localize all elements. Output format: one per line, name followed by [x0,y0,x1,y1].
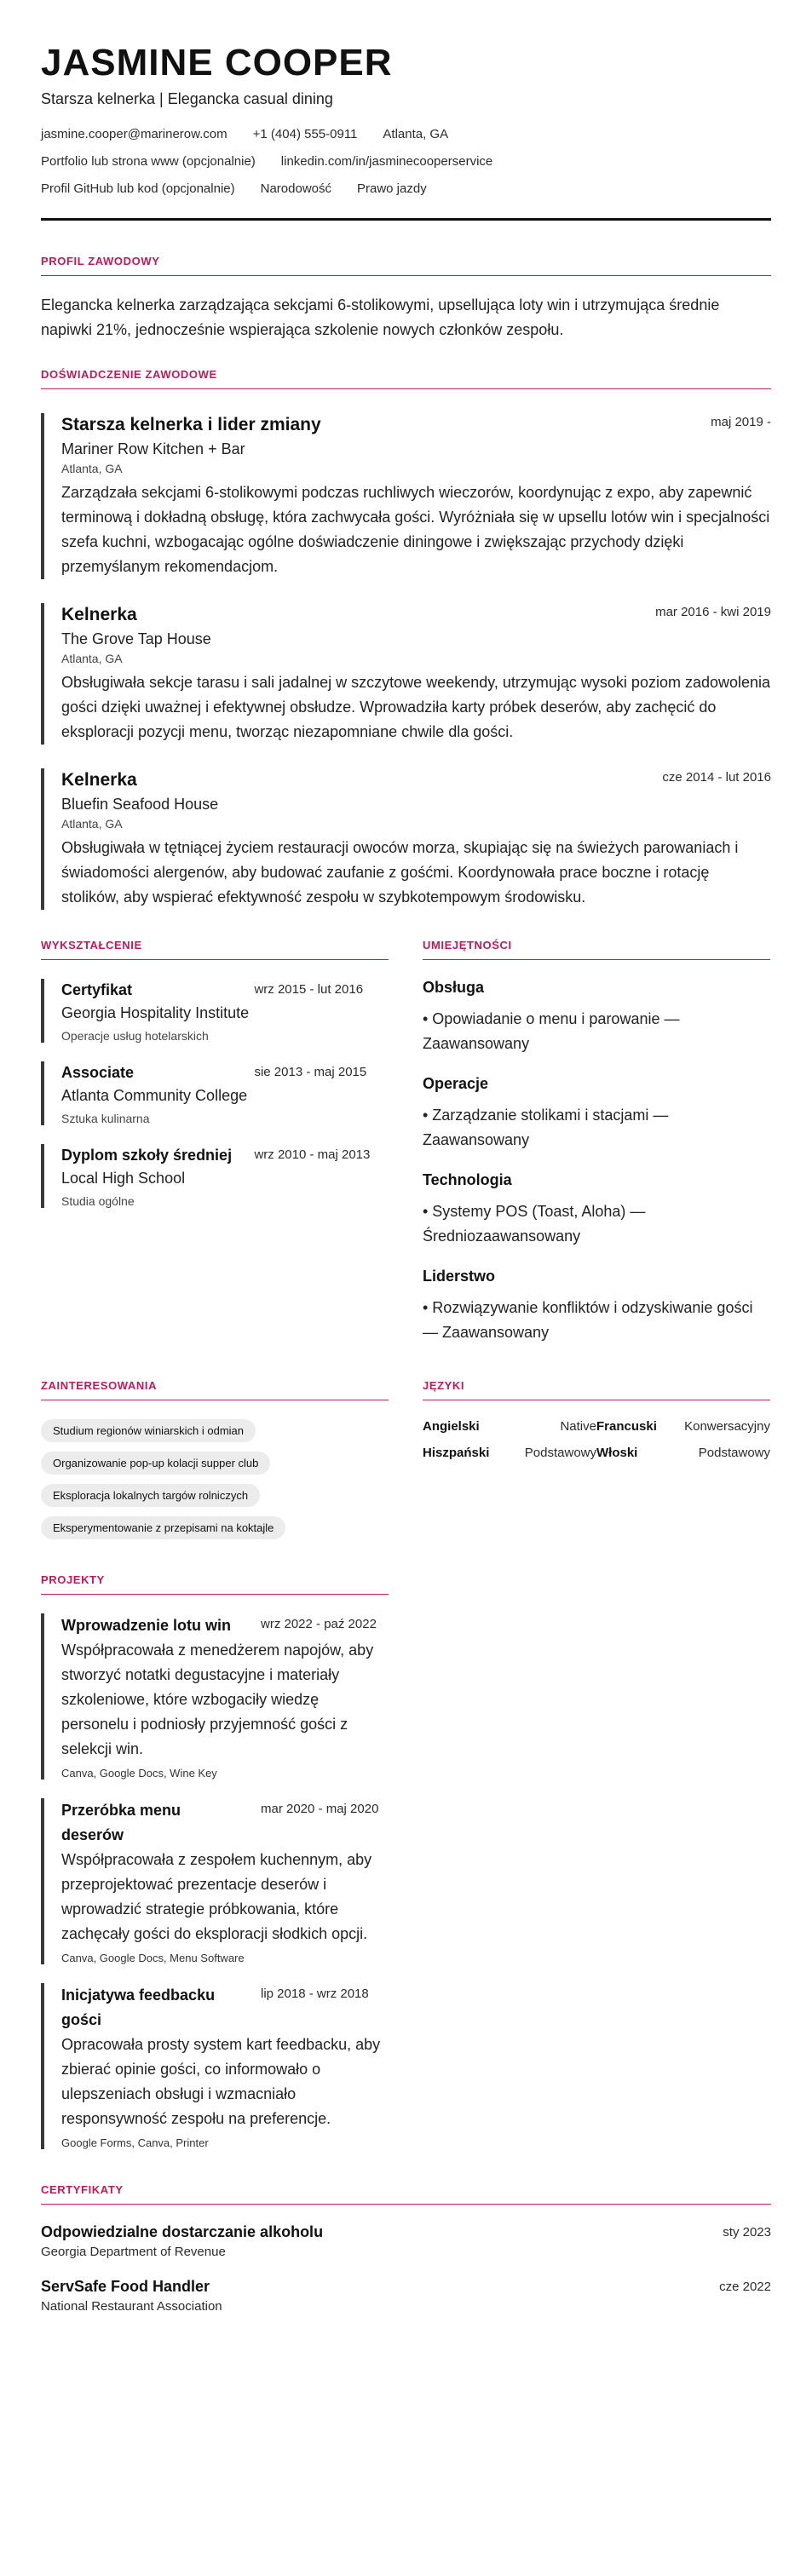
project-description: Opracowała prosty system kart feedbacku, aby zbierać opinie gości, co informowało o ulepszeniach obsługi i wzmacniało responsywność zespołu na preferencje. [61,2036,381,2127]
project-item [41,1798,389,1964]
summary-text: Elegancka kelnerka zarządzająca sekcjami 6-stolikowymi, upsellująca loty win i utrzymująca średnie napiwki 21%, jednocześnie wspierająca szkolenie nowych członków zespołu. [41,296,720,338]
portfolio-link[interactable]: Portfolio lub strona www (opcjonalnie) [41,154,256,169]
certificate-name: Odpowiedzialne dostarczanie alkoholu [41,2223,324,2240]
skill-list: • Systemy POS (Toast, Aloha) — Średniozaawansowany [423,1203,646,1245]
education-dates: wrz 2010 - maj 2013 [254,1147,371,1162]
experience-item [41,768,771,910]
company-name: Mariner Row Kitchen + Bar [61,440,245,457]
section-title: PROFIL ZAWODOWY [41,255,771,276]
section-title: PROJEKTY [41,1573,389,1595]
project-tools: Canva, Google Docs, Wine Key [61,1767,217,1780]
certificate-issuer: National Restaurant Association [41,2299,222,2314]
language-name: Francuski [596,1419,657,1434]
school-name: Atlanta Community College [61,1087,248,1104]
job-location: Atlanta, GA [61,462,123,475]
skill-category: Operacje [423,1075,489,1092]
language-item [596,1446,770,1460]
experience-section [41,368,771,910]
language-name: Hiszpański [423,1446,490,1460]
interest-chips [41,1419,389,1539]
job-location: Atlanta, GA [61,652,123,665]
header-divider [41,218,771,221]
linkedin-link[interactable]: linkedin.com/in/jasminecooperservice [280,154,493,169]
language-item [423,1446,596,1460]
education-dates: wrz 2015 - lut 2016 [254,982,364,997]
education-section [41,939,389,1345]
language-item [596,1419,770,1434]
job-description: Obsługiwała sekcje tarasu i sali jadalnej w szczytowe weekendy, utrzymując wysoki poziom zadowolenia gości dzięki uważnej i efektywnej obsłudze. Wprowadziła karty próbek deserów, aby zachęcić do eksploracji pozycji menu, tworząc niezapomniane chwile dla gości. [61,674,771,740]
phone-number[interactable]: +1 (404) 555-0911 [252,127,358,141]
skills-section [423,939,770,1345]
interest-chip: Studium regionów winiarskich i odmian [41,1419,256,1442]
project-item [41,1983,389,2149]
experience-item [41,603,771,745]
section-title: WYKSZTAŁCENIE [41,939,389,960]
job-dates: mar 2016 - kwi 2019 [655,605,771,619]
language-level: Konwersacyjny [684,1419,770,1434]
language-level: Podstawowy [524,1446,596,1460]
education-skills-row [41,939,771,1345]
certificate-name: ServSafe Food Handler [41,2278,210,2295]
job-description: Obsługiwała w tętniącej życiem restauracji owoców morza, skupiając się na świeżych parowaniach i świadomości alergenów, aby budować zaufanie z gośćmi. Koordynowała prace boczne i rotację stolików, aby wspierać efektywność zespołu w szybkotempowym środowisku. [61,839,739,906]
driving-license: Prawo jazdy [357,181,427,196]
interest-chip: Organizowanie pop-up kolacji supper club [41,1452,270,1475]
candidate-name: JASMINE COOPER [41,42,393,83]
section-title: CERTYFIKATY [41,2183,771,2205]
email-link[interactable]: jasmine.cooper@marinerow.com [41,127,227,141]
job-title: Starsza kelnerka i lider zmiany [61,415,321,434]
certificate-date: sty 2023 [723,2225,771,2240]
contact-row [41,181,771,196]
education-item [41,1061,389,1125]
certificates-section [41,2183,771,2314]
project-tools: Canva, Google Docs, Menu Software [61,1952,245,1964]
skill-list: • Opowiadanie o menu i parowanie — Zaawansowany [423,1010,680,1052]
company-name: The Grove Tap House [61,630,211,647]
certificate-issuer: Georgia Department of Revenue [41,2245,226,2259]
project-item [41,1613,389,1780]
skill-list: • Rozwiązywanie konfliktów i odzyskiwanie gości — Zaawansowany [423,1299,753,1341]
project-description: Współpracowała z zespołem kuchennym, aby przeprojektować prezentacje deserów i wprowadzić strategie próbkowania, które zachęcały gości do eksploracji słodkich opcji. [61,1851,372,1942]
project-name: Przeróbka menu deserów [61,1802,181,1843]
contact-row [41,127,771,141]
project-dates: wrz 2022 - paź 2022 [261,1617,377,1631]
project-dates: mar 2020 - maj 2020 [261,1802,379,1816]
school-name: Georgia Hospitality Institute [61,1004,250,1021]
interest-chip: Eksperymentowanie z przepisami na koktajle [41,1516,285,1539]
project-dates: lip 2018 - wrz 2018 [261,1987,369,2001]
projects-section [41,1573,771,2149]
languages-section [423,1379,770,1539]
interests-section [41,1379,389,1539]
language-item [423,1419,596,1434]
language-grid [423,1419,770,1460]
project-name: Inicjatywa feedbacku gości [61,1987,216,2028]
location: Atlanta, GA [383,127,449,141]
education-item [41,979,389,1043]
interests-languages-row [41,1379,771,1539]
job-description: Zarządzała sekcjami 6-stolikowymi podczas ruchliwych wieczorów, koordynując z expo, aby zapewnić terminową i dokładną obsługę, która zachwycała gości. Wyróżniała się w upsellu lotów win i specjalności szefa kuchni, wzbogacając ogólne doświadczenie diningowe i zwiększając przychody dzięki przemyślanym rekomendacjom. [61,484,770,575]
certificate-date: cze 2022 [719,2280,771,2294]
school-name: Local High School [61,1170,186,1187]
language-name: Włoski [596,1446,638,1460]
project-description: Współpracowała z menedżerem napojów, aby stworzyć notatki degustacyjne i materiały szkoleniowe, które wzbogaciły wiedzę personelu i podniosły przyjemność gości z selekcji win. [61,1642,374,1757]
job-dates: maj 2019 - [711,415,771,429]
experience-item [41,413,771,579]
certificate-item [41,2278,771,2314]
section-title: DOŚWIADCZENIE ZAWODOWE [41,368,771,389]
skill-category: Liderstwo [423,1268,496,1285]
language-name: Angielski [423,1419,480,1434]
degree-name: Dyplom szkoły średniej [61,1147,233,1164]
skill-category: Obsługa [423,979,485,996]
job-location: Atlanta, GA [61,817,123,831]
education-item [41,1144,389,1208]
education-dates: sie 2013 - maj 2015 [254,1065,367,1079]
resume-header [41,41,771,221]
skill-list: • Zarządzanie stolikami i stacjami — Zaawansowany [423,1107,669,1148]
contact-row [41,154,771,169]
study-field: Sztuka kulinarna [61,1112,150,1125]
degree-name: Associate [61,1064,135,1081]
language-level: Native [560,1419,596,1434]
skill-category: Technologia [423,1171,512,1188]
section-title: UMIEJĘTNOŚCI [423,939,770,960]
project-tools: Google Forms, Canva, Printer [61,2136,209,2149]
github-link[interactable]: Profil GitHub lub kod (opcjonalnie) [41,181,235,196]
job-title: Kelnerka [61,605,137,624]
degree-name: Certyfikat [61,981,133,998]
section-title: ZAINTERESOWANIA [41,1379,389,1400]
language-level: Podstawowy [698,1446,770,1460]
study-field: Operacje usług hotelarskich [61,1029,209,1043]
project-name: Wprowadzenie lotu win [61,1617,231,1634]
interest-chip: Eksploracja lokalnych targów rolniczych [41,1484,260,1507]
nationality: Narodowość [260,181,331,196]
summary-section [41,255,771,342]
job-dates: cze 2014 - lut 2016 [662,770,771,785]
candidate-subtitle: Starsza kelnerka | Elegancka casual dining [41,90,333,107]
study-field: Studia ogólne [61,1194,135,1208]
company-name: Bluefin Seafood House [61,796,219,813]
contact-info [41,127,771,196]
job-title: Kelnerka [61,770,137,790]
certificate-item [41,2223,771,2259]
section-title: JĘZYKI [423,1379,770,1400]
